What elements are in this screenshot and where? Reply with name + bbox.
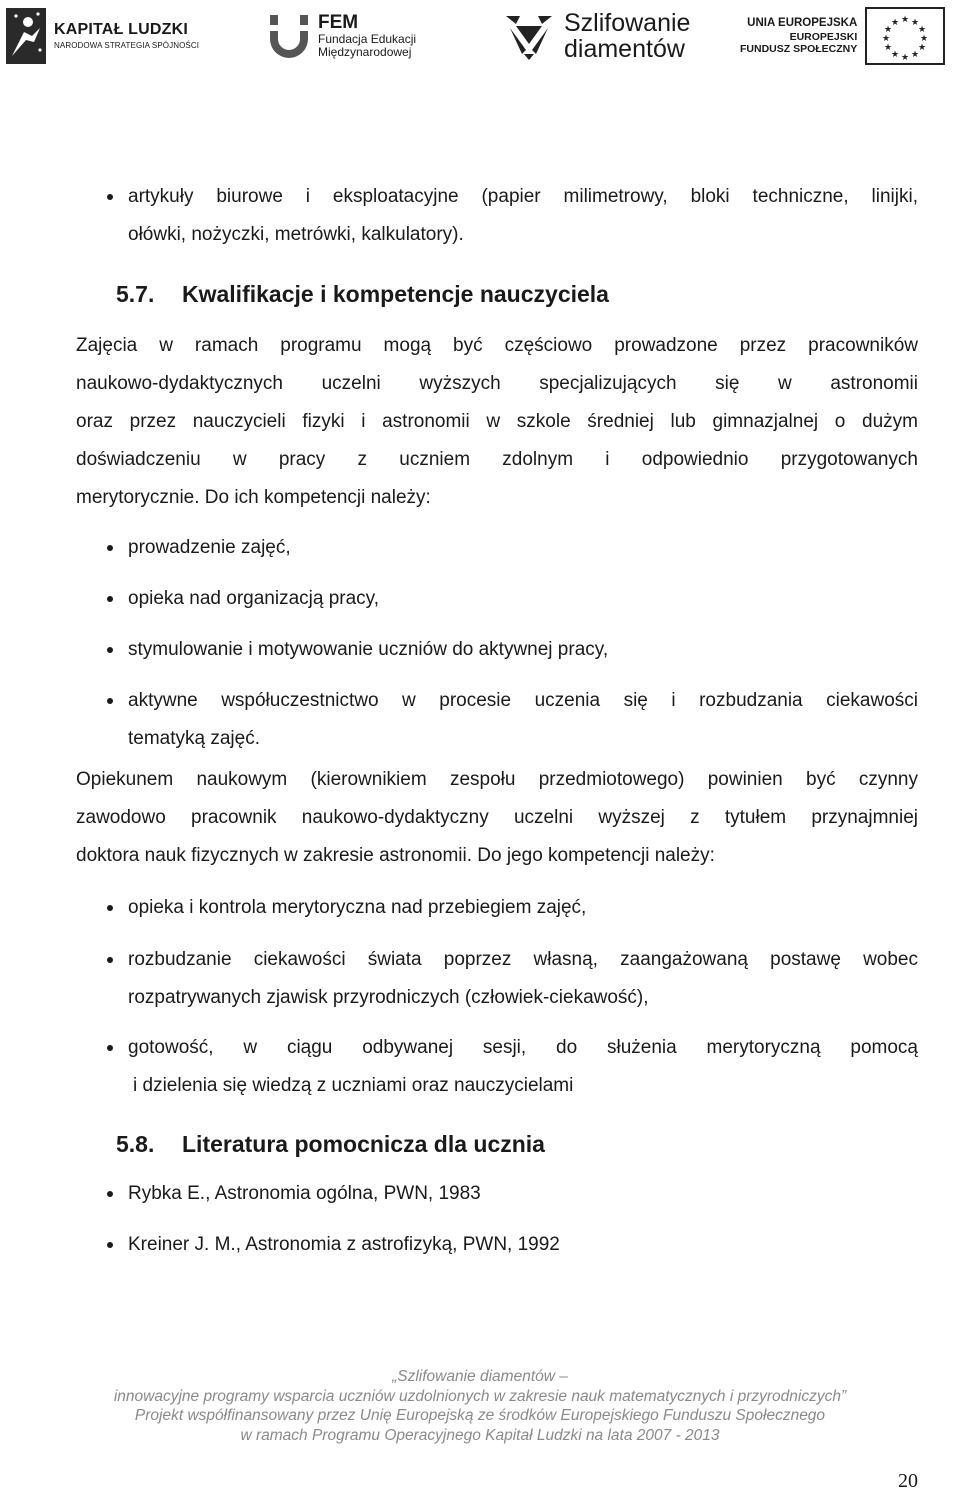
footer-line: „Szlifowanie diamentów – <box>392 1368 568 1385</box>
section-number: 5.8. <box>116 1131 155 1157</box>
kapital-ludzki-logo <box>4 4 200 68</box>
section-title: Kwalifikacje i kompetencje nauczyciela <box>182 281 609 307</box>
paragraph-line: oraz przez nauczycieli fizyki i astronomii w szkole średniej lub gimnazjalnej o dużym <box>76 411 918 432</box>
footer-line: Projekt współfinansowany przez Unię Europejską ze środków Europejskiego Funduszu Społecznego <box>134 1407 826 1424</box>
fem-subtitle-1: Fundacja Edukacji <box>318 32 417 47</box>
list-item: stymulowanie i motywowanie uczniów do aktywnej pracy, <box>76 631 918 669</box>
literature-list <box>76 1175 918 1264</box>
svg-text:★: ★ <box>918 43 927 53</box>
eu-flag-icon <box>865 7 945 65</box>
fem-emblem-icon <box>268 13 310 59</box>
szlifowanie-line1: Szlifowanie <box>564 8 691 37</box>
section-title: Literatura pomocnicza dla ucznia <box>182 1131 545 1157</box>
list-item: Kreiner J. M., Astronomia z astrofizyką, PWN, 1992 <box>76 1226 918 1264</box>
kapital-ludzki-emblem-icon <box>4 6 48 66</box>
svg-text:★: ★ <box>891 50 900 60</box>
document-body <box>76 178 918 1264</box>
paragraph-supervisor <box>76 761 918 875</box>
footer-line: innowacyjne programy wsparcia uczniów uzdolnionych w zakresie nauk matematycznych i przyrodniczych” <box>113 1387 847 1405</box>
paragraph-line: Zajęcia w ramach programu mogą być częściowo prowadzone przez pracowników <box>76 335 918 356</box>
section-number: 5.7. <box>116 281 155 307</box>
svg-text:★: ★ <box>884 25 893 35</box>
list-item-line: i dzielenia się wiedzą z uczniami oraz nauczycielami <box>133 1075 574 1096</box>
competencies-list <box>76 529 918 758</box>
paragraph-line: merytorycznie. Do ich kompetencji należy: <box>76 487 431 508</box>
paragraph-teachers <box>76 327 918 517</box>
list-item: opieka i kontrola merytoryczna nad przebiegiem zajęć, <box>76 889 918 927</box>
list-item-line: gotowość, w ciągu odbywanej sesji, do służenia merytoryczną pomocą <box>128 1037 918 1058</box>
section-heading-5-7 <box>116 279 918 309</box>
ue-line3: FUNDUSZ SPOŁECZNY <box>740 42 858 55</box>
list-item-line: ołówki, nożyczki, metrówki, kalkulatory). <box>128 224 464 245</box>
svg-text:★: ★ <box>911 18 920 28</box>
svg-text:★: ★ <box>901 53 910 63</box>
paragraph-line: zawodowo pracownik naukowo-dydaktyczny uczelni wyższej z tytułem przynajmniej <box>76 807 918 828</box>
svg-text:★: ★ <box>918 25 927 35</box>
ue-line1: UNIA EUROPEJSKA <box>747 17 858 30</box>
list-item: prowadzenie zajęć, <box>76 529 918 567</box>
list-item <box>76 682 918 758</box>
page-header <box>0 0 960 72</box>
list-item-line: artykuły biurowe i eksploatacyjne (papier milimetrowy, bloki techniczne, linijki, <box>128 186 918 207</box>
list-item-line: rozpatrywanych zjawisk przyrodniczych (człowiek-ciekawość), <box>128 987 649 1008</box>
paragraph-line: doświadczeniu w pracy z uczniem zdolnym i odpowiednio przygotowanych <box>76 449 918 470</box>
svg-text:★: ★ <box>911 50 920 60</box>
szlifowanie-diamentow-logo <box>502 4 702 68</box>
svg-text:★: ★ <box>920 34 929 44</box>
paragraph-line: naukowo-dydaktycznych uczelni wyższych specjalizujących się w astronomii <box>76 373 918 394</box>
diamond-icon <box>502 10 556 62</box>
eu-logo <box>740 4 956 68</box>
svg-text:★: ★ <box>882 34 891 44</box>
section-heading-5-8 <box>116 1129 918 1159</box>
fem-logo <box>268 4 438 68</box>
paragraph-line: Opiekunem naukowym (kierownikiem zespołu przedmiotowego) powinien być czynny <box>76 769 918 790</box>
fem-subtitle-2: Międzynarodowej <box>318 44 412 59</box>
list-item-line: tematyką zajęć. <box>128 728 260 749</box>
page-footer <box>0 1367 960 1445</box>
szlifowanie-line2: diamentów <box>564 35 685 63</box>
footer-line: w ramach Programu Operacyjnego Kapitał Ludzki na lata 2007 - 2013 <box>240 1426 720 1444</box>
kapital-ludzki-subtitle: NARODOWA STRATEGIA SPÓJNOŚCI <box>54 41 200 50</box>
ue-line2: EUROPEJSKI <box>789 30 858 43</box>
list-item-line: rozbudzanie ciekawości świata poprzez własną, zaangażowaną postawę wobec <box>128 949 918 970</box>
page-number: 20 <box>898 1470 918 1492</box>
list-item <box>76 178 918 254</box>
list-item: Rybka E., Astronomia ogólna, PWN, 1983 <box>76 1175 918 1213</box>
list-item-line: aktywne współuczestnictwo w procesie uczenia się i rozbudzania ciekawości <box>128 690 918 711</box>
svg-text:★: ★ <box>891 18 900 28</box>
fem-title: FEM <box>318 12 359 34</box>
supervisor-competencies-list <box>76 889 918 1105</box>
supplies-list <box>76 178 918 254</box>
list-item <box>76 941 918 1017</box>
svg-text:★: ★ <box>901 15 910 25</box>
list-item <box>76 1029 918 1105</box>
kapital-ludzki-title: KAPITAŁ LUDZKI <box>54 21 189 38</box>
list-item: opieka nad organizacją pracy, <box>76 580 918 618</box>
svg-text:★: ★ <box>884 43 893 53</box>
paragraph-line: doktora nauk fizycznych w zakresie astronomii. Do jego kompetencji należy: <box>76 845 715 866</box>
